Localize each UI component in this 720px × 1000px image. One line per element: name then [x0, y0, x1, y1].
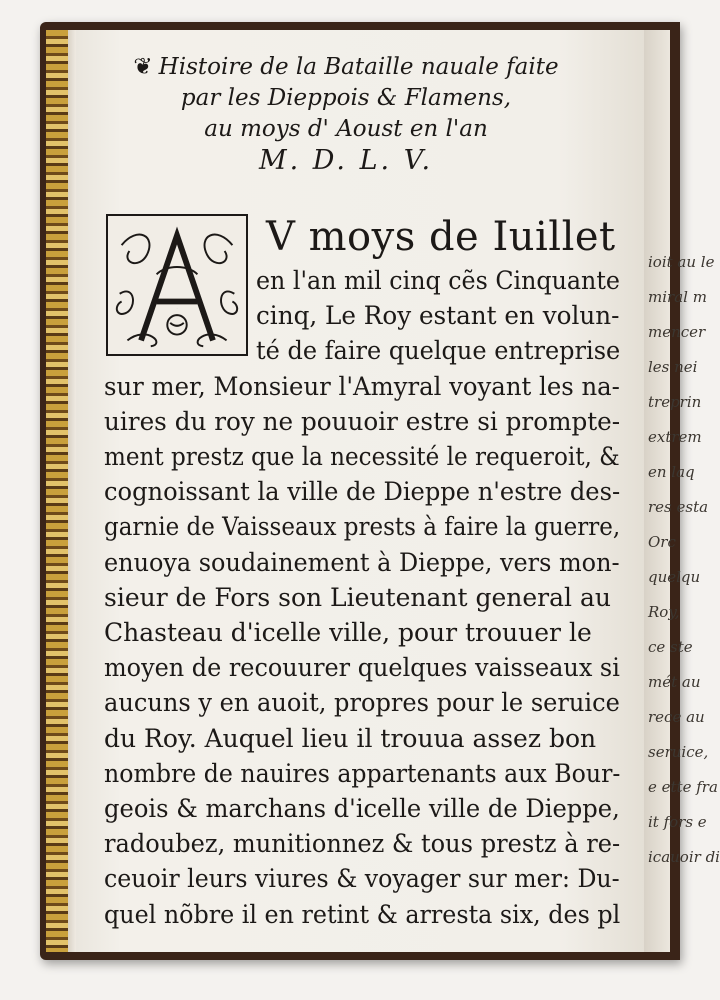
facing-page-fragment: extrem	[648, 428, 702, 446]
heading-year: M. D. L. V.	[258, 145, 434, 176]
body-line: moyen de recouurer quelques vaisseaux si	[104, 653, 620, 683]
facing-page-fragment: mét au	[648, 673, 701, 691]
dropcap-letter: A	[176, 308, 178, 310]
body-line: uires du roy ne pouuoir estre si prompte-	[104, 406, 621, 436]
body-line: Chasteau d'icelle ville, pour trouuer le	[104, 618, 592, 647]
facing-page-fragment: seruice,	[648, 743, 709, 761]
page-heading	[96, 52, 596, 176]
body-line: geois & marchans d'icelle ville de Dieppe,	[104, 794, 620, 823]
body-line: radoubez, munitionnez & tous prestz à re-	[104, 829, 621, 859]
body-line: garnie de Vaisseaux prests à faire la guerre,	[104, 512, 621, 542]
body-line: cognoissant la ville de Dieppe n'estre des-	[104, 477, 621, 507]
body-line: sur mer, Monsieur l'Amyral voyant les na-	[104, 371, 620, 401]
facing-page-fragment: icauoir di	[648, 848, 720, 866]
facing-page-fragment: res esta	[648, 498, 709, 516]
facing-page-fragment	[644, 210, 653, 245]
facing-page-fragment	[644, 175, 653, 210]
facing-page-fragment: e ette fra	[648, 778, 718, 796]
gilt-page-edge	[46, 30, 70, 952]
body-line: quel nõbre il en retint & arresta six, des pl	[104, 899, 621, 929]
body-line: du Roy. Auquel lieu il trouua assez bon	[104, 723, 597, 753]
facing-page-fragment: it fors e	[648, 813, 707, 831]
facing-page-fragment: miral m	[648, 288, 707, 306]
facing-page-fragment	[644, 105, 653, 140]
facing-page-fragment: mencer	[648, 323, 706, 341]
facing-page-fragment	[644, 140, 653, 175]
facing-page-fragment	[644, 70, 653, 105]
body-line: té de faire quelque entreprise	[256, 336, 621, 366]
facing-page-fragment: Roy,	[648, 603, 680, 621]
body-line: cinq, Le Roy estant en volun-	[256, 301, 620, 331]
body-line: aucuns y en auoit, propres pour le seruice	[104, 688, 620, 718]
facing-page-fragment: ce ste	[648, 638, 693, 656]
facing-page-fragment: ioit au le	[648, 253, 715, 271]
page-gutter	[68, 30, 76, 952]
heading-line-1: ❦ Histoire de la Bataille nauale faite	[133, 54, 559, 80]
facing-page-fragment: quelqu	[648, 568, 701, 586]
facing-page-edge	[644, 30, 720, 952]
facing-page-fragment: Orc	[648, 533, 676, 551]
body-line: sieur de Fors son Lieutenant general au	[104, 582, 611, 612]
body-line: nombre de nauires appartenants aux Bour-	[104, 758, 621, 788]
body-line: en l'an mil cinq cẽs Cinquante	[256, 266, 620, 295]
fleuron-icon: ❦	[133, 54, 153, 80]
heading-line-3: au moys d' Aoust en l'an	[204, 116, 488, 142]
body-line: ment prestz que la necessité le requeroit, &	[104, 442, 620, 471]
facing-page-fragment: rece au	[648, 708, 705, 726]
facing-page-fragment: en laq	[648, 463, 695, 481]
facing-page-fragment: les nei	[648, 358, 698, 376]
ornamental-dropcap-icon	[106, 214, 248, 356]
body-line: enuoya soudainement à Dieppe, vers mon-	[104, 547, 620, 577]
facing-page-fragment: treprin	[648, 393, 702, 411]
opening-line: V moys de Iuillet	[266, 214, 616, 260]
dropcap-ornament	[108, 216, 246, 354]
body-line: ceuoir leurs viures & voyager sur mer: Du-	[104, 864, 620, 894]
heading-line-2: par les Dieppois & Flamens,	[180, 85, 512, 111]
